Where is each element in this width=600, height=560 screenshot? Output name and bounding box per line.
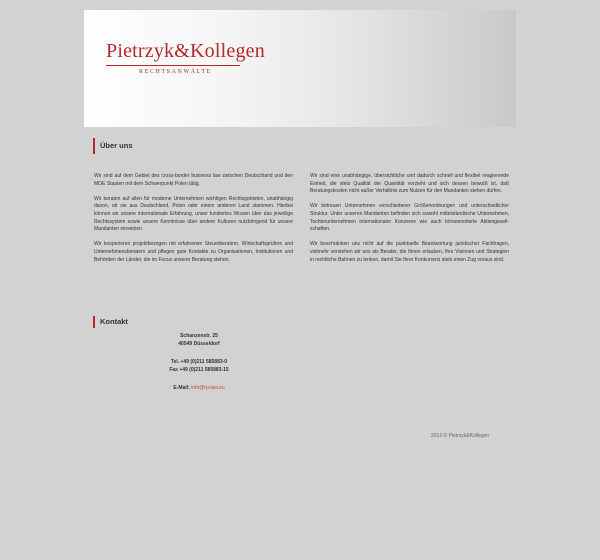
about-heading: Über uns — [93, 138, 133, 154]
about-left-column — [94, 173, 293, 272]
page-container — [84, 10, 516, 439]
logo-divider — [106, 65, 240, 66]
about-paragraph: Wir beschränken uns nicht auf die punktuelle Beantwortung juristischer Fachfragen, vielmehr verstehen wir uns als Berater, die Ihnen erlauben, Ihre Visionen und Strategien in rechtliche Bahnen zu lenken, damit Sie Ihrer Konkurrenz stets einen Zug voraus sind. — [310, 241, 509, 263]
header-banner — [84, 10, 516, 127]
spacer — [144, 374, 254, 385]
contact-city: 40549 Düsseldorf — [178, 340, 220, 347]
spacer — [144, 348, 254, 359]
contact-heading: Kontakt — [93, 316, 128, 328]
about-paragraph: Wir kooperieren projektbezogen mit erfahrenen Steuerberatern, Wirtschaftsprüfern und Unternehmensberatern und pflegen gute Kontakte zu Organisationen, Institutionen und Behörden der Länder, die im Focus unserer Beratung stehen. — [94, 241, 293, 263]
logo-subtitle: RECHTSANWÄLTE — [139, 69, 212, 75]
about-paragraph: Wir betreuen Unternehmen verschiedener Größenordnungen und unterschiedlicher Struktur. Unter unseren Mandanten befinden sich sowohl mittelständische Unternehmen, Tochterunternehmen internationaler Konzerne wie auch börsennotierte Aktiengesell-schaften. — [310, 203, 509, 233]
about-paragraph: Wir sind auf dem Gebiet des cross-border business law zwischen Deutschland und den MOE Staaten mit dem Schwerpunkt Polen tätig. — [94, 173, 293, 187]
contact-phone: Tel. +49 (0)211 585883-0 — [170, 359, 228, 366]
contact-email-row — [144, 385, 254, 393]
about-paragraph: Wir beraten auf allen für moderne Unternehmen wichtigen Rechtsgebieten, unabhängig davon, ob sie aus Deutschland, Polen oder einem anderen Land stammen. Hierbei können wir unsere internationale Erfahrung, unser fundiertes Wissen über das jeweilige Rechtssystem sowie unsere Kenntnisse über andere Kulturen nutzbringend für unsere Mandanten einsetzen. — [94, 195, 293, 233]
about-paragraph: Wir sind eine unabhängige, übersichtliche und dadurch schnell und flexibel reagierende Einheit, die stets Qualität der Quantität vorzieht und sich dessen bewußt ist, daß Beratungskosten nicht außer Verhältnis zum Nutzen für den Mandanten stehen dürfen. — [310, 173, 509, 195]
about-right-column — [310, 173, 509, 272]
contact-details — [144, 333, 254, 393]
footer-copyright: 2012 © Pietrzyk&Kollegen — [431, 433, 490, 439]
contact-fax: Fax +49 (0)211 585883-15 — [169, 366, 229, 373]
logo[interactable] — [106, 40, 265, 75]
logo-name: Pietrzyk&Kollegen — [106, 40, 265, 62]
email-link[interactable]: info@rp-law.eu — [191, 385, 225, 392]
email-label: E-Mail: — [173, 385, 190, 392]
contact-street: Schanzenstr. 25 — [180, 333, 218, 339]
